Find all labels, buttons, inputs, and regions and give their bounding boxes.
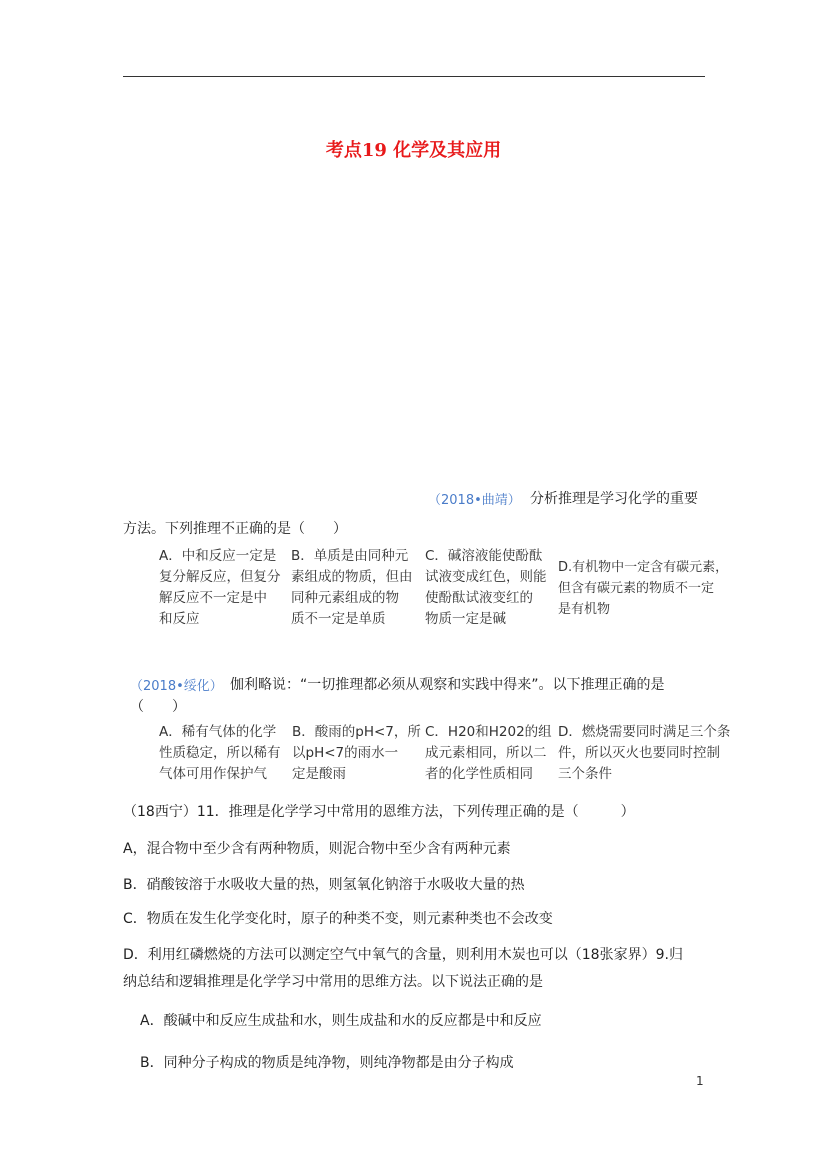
q2-option-d-line: D．燃烧需要同时满足三个条	[558, 724, 731, 740]
q2-option-c-line: 成元素相同，所以二	[425, 745, 547, 761]
q2-option-b-line: 以pH<7的雨水一	[292, 745, 399, 761]
q2-option-b-line: B．酸雨的pH<7，所	[292, 724, 421, 740]
q1-option-d-line: D.有机物中一定含有碳元素，	[558, 560, 729, 575]
q2-option-b	[292, 722, 421, 785]
q1-option-b-line: B．单质是由同种元	[291, 548, 409, 564]
q1-option-a-line: A．中和反应一定是	[159, 548, 277, 564]
q2-source: （2018•绥化）	[130, 679, 223, 694]
q1-option-b-line: 素组成的物质，但由	[291, 569, 413, 585]
q3-option: A，混合物中至少含有两种物质，则泥合物中至少含有两种元素	[123, 841, 511, 857]
q1-option-a	[159, 546, 281, 630]
header-rule	[123, 76, 705, 77]
q1-option-c-line: 物质一定是碱	[425, 611, 506, 627]
q1-option-c	[425, 546, 547, 630]
q4-option: A．酸碱中和反应生成盐和水，则生成盐和水的反应都是中和反应	[140, 1013, 542, 1029]
q2-option-c-line: C．H20和H202的组	[425, 724, 552, 740]
q1-option-d-line: 但含有碳元素的物质不一定	[558, 581, 715, 596]
q1-option-d	[558, 557, 728, 620]
q2-option-b-line: 定是酸雨	[292, 766, 346, 782]
q2-option-a-line: A．稀有气体的化学	[159, 724, 277, 740]
q2-option-d-line: 件，所以灭火也要同时控制	[558, 745, 720, 761]
q1-option-c-line: 使酚酞试液变红的	[425, 590, 533, 606]
q1-option-b-line: 质不一定是单质	[291, 611, 386, 627]
q1-source: （2018•曲靖）	[428, 493, 521, 508]
q1-stem-a: 分析推理是学习化学的重要	[530, 491, 698, 507]
q1-option-c-line: C．碱溶液能使酚酞	[425, 548, 543, 564]
q2-option-d	[558, 722, 730, 785]
q2-option-c-line: 者的化学性质相同	[425, 766, 533, 782]
q3-option: C．物质在发生化学变化时，原子的种类不变，则元素种类也不会改变	[123, 911, 553, 927]
q2-option-a-line: 气体可用作保护气	[159, 766, 267, 782]
q2-stem-b: （ ）	[130, 699, 186, 715]
q1-option-c-line: 试液变成红色，则能	[425, 569, 547, 585]
q4-option: B．同种分子构成的物质是纯净物，则纯净物都是由分子构成	[140, 1055, 514, 1071]
q2-option-a-line: 性质稳定，所以稀有	[159, 745, 281, 761]
q1-option-d-line: 是有机物	[558, 602, 611, 617]
q3-option: 纳总结和逻辑推理是化学学习中常用的思维方法。以下说法正确的是	[123, 974, 543, 990]
q1-stem-b: 方法。下列推理不正确的是（ ）	[123, 521, 347, 537]
q1-option-b	[291, 546, 413, 630]
q1-option-a-line: 复分解反应，但复分	[159, 569, 281, 585]
page-number: 1	[696, 1074, 704, 1088]
q2-stem-a: 伽利略说：“一切推理都必须从观察和实践中得来”。以下推理正确的是	[230, 677, 665, 693]
q1-option-a-line: 解反应不一定是中	[159, 590, 267, 606]
q1-option-a-line: 和反应	[159, 611, 200, 627]
page-title: 考点19 化学及其应用	[325, 140, 502, 161]
q3-option: B．硝酸铵溶于水吸收大量的热，则氢氧化钠溶于水吸收大量的热	[123, 877, 525, 893]
q2-option-d-line: 三个条件	[558, 766, 612, 782]
q3-option: D．利用红磷燃烧的方法可以测定空气中氧气的含量，则利用木炭也可以（18张家界）9.归	[123, 947, 683, 963]
q2-option-a	[159, 722, 281, 785]
q2-option-c	[425, 722, 552, 785]
q3-stem: （18西宁）11．推理是化学学习中常用的恩维方法，下列传理正确的是（ ）	[123, 804, 635, 820]
q1-option-b-line: 同种元素组成的物	[291, 590, 399, 606]
